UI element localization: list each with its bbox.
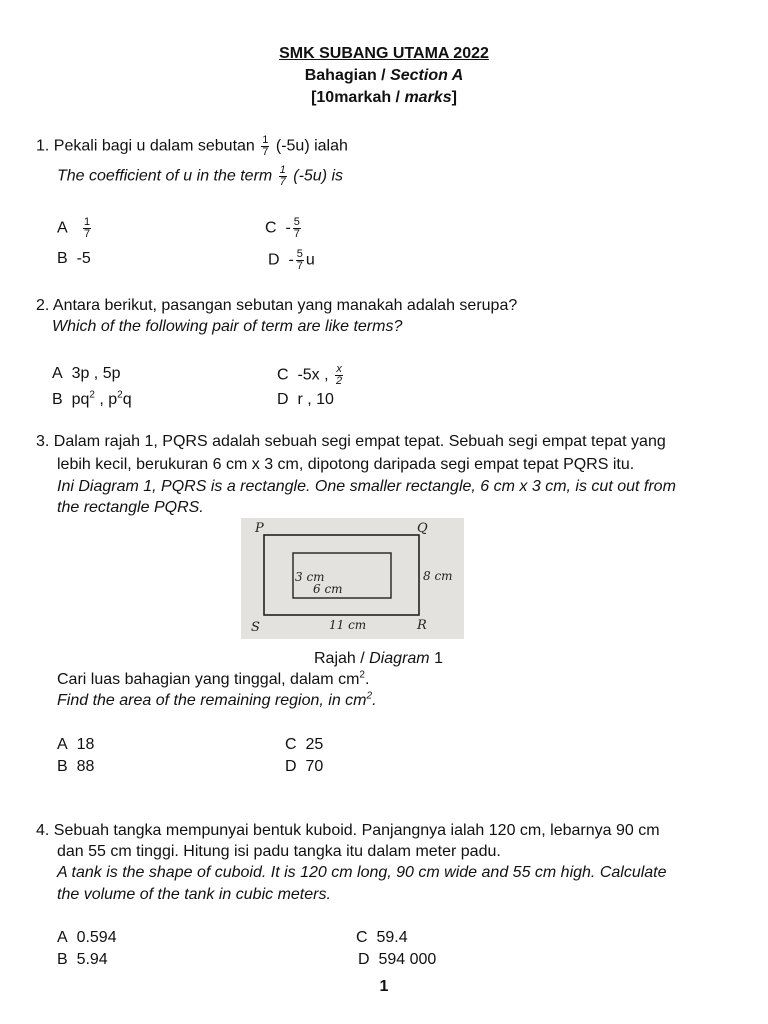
school-title: SMK SUBANG UTAMA 2022 <box>279 45 489 62</box>
q3-option-d[interactable]: D 70 <box>285 758 324 775</box>
q2-malay: 2. Antara berikut, pasangan sebutan yang manakah adalah serupa? <box>36 297 518 314</box>
q3-malay-line2: lebih kecil, berukuran 6 cm x 3 cm, dipotong daripada segi empat tepat PQRS itu. <box>57 456 635 473</box>
q3-option-b[interactable]: B 88 <box>57 758 95 775</box>
q2-option-c[interactable]: C -5x , $\frac{x}{2}$ <box>277 363 343 387</box>
q1-option-a[interactable]: A $\frac{1}{7}$ <box>57 216 91 240</box>
q3-english-line2: the rectangle PQRS. <box>57 499 204 516</box>
outer-height-label: 8 cm <box>423 569 453 583</box>
q2-english: Which of the following pair of term are like terms? <box>52 318 403 335</box>
q2-option-a[interactable]: A 3p , 5p <box>52 365 121 382</box>
q3-english-line1: Ini Diagram 1, PQRS is a rectangle. One smaller rectangle, 6 cm x 3 cm, is cut out from <box>57 478 676 495</box>
q4-option-a[interactable]: A 0.594 <box>57 929 117 946</box>
q1-fraction-en: $\frac{1}{7}$ <box>279 164 286 188</box>
q2-option-d[interactable]: D r , 10 <box>277 391 334 408</box>
page-number: 1 <box>379 978 389 995</box>
inner-height-label: 3 cm <box>295 570 325 584</box>
vertex-q: Q <box>417 521 428 536</box>
q3-malay-line1: 3. Dalam rajah 1, PQRS adalah sebuah segi empat tepat. Sebuah segi empat tepat yang <box>36 433 666 450</box>
q1-option-b[interactable]: B -5 <box>57 250 91 267</box>
inner-width-label: 6 cm <box>313 582 343 596</box>
marks-label: [10markah / marks] <box>311 89 457 106</box>
q1-option-c[interactable]: C - $\frac{5}{7}$ <box>265 216 300 240</box>
q4-option-c[interactable]: C 59.4 <box>356 929 408 946</box>
q1-english: The coefficient of u in the term $\frac{1}{7}$ (-5u) is <box>57 164 344 188</box>
q4-option-b[interactable]: B 5.94 <box>57 951 108 968</box>
q1-option-d[interactable]: D - $\frac{5}{7}$ u <box>268 248 315 272</box>
q4-english-line1: A tank is the shape of cuboid. It is 120 cm long, 90 cm wide and 55 cm high. Calculate <box>57 864 667 881</box>
q4-malay-line2: dan 55 cm tinggi. Hitung isi padu tangka itu dalam meter padu. <box>57 843 501 860</box>
rectangle-diagram <box>241 518 464 639</box>
q3-find-english: Find the area of the remaining region, in $cm^2$. <box>57 690 377 709</box>
q3-option-a[interactable]: A 18 <box>57 736 95 753</box>
q2-option-b[interactable]: B $pq^2$ , $p^2q$ <box>52 389 132 408</box>
outer-rectangle-pqrs <box>264 535 419 615</box>
vertex-s: S <box>251 620 260 635</box>
q4-english-line2: the volume of the tank in cubic meters. <box>57 886 331 903</box>
q1-malay: 1. Pekali bagi u dalam sebutan $\frac{1}{7}$ (-5u) ialah <box>36 134 348 158</box>
q4-option-d[interactable]: D 594 000 <box>358 951 437 968</box>
q3-option-c[interactable]: C 25 <box>285 736 324 753</box>
outer-width-label: 11 cm <box>329 618 367 632</box>
vertex-p: P <box>255 521 264 536</box>
diagram-caption: Rajah / Diagram 1 <box>314 650 443 667</box>
section-title: Bahagian / Section A <box>304 67 464 84</box>
q4-malay-line1: 4. Sebuah tangka mempunyai bentuk kuboid. Panjangnya ialah 120 cm, lebarnya 90 cm <box>36 822 660 839</box>
q1-fraction: $\frac{1}{7}$ <box>262 134 269 158</box>
q3-find-malay: Cari luas bahagian yang tinggal, dalam $cm^2$. <box>57 669 370 688</box>
vertex-r: R <box>417 618 427 633</box>
